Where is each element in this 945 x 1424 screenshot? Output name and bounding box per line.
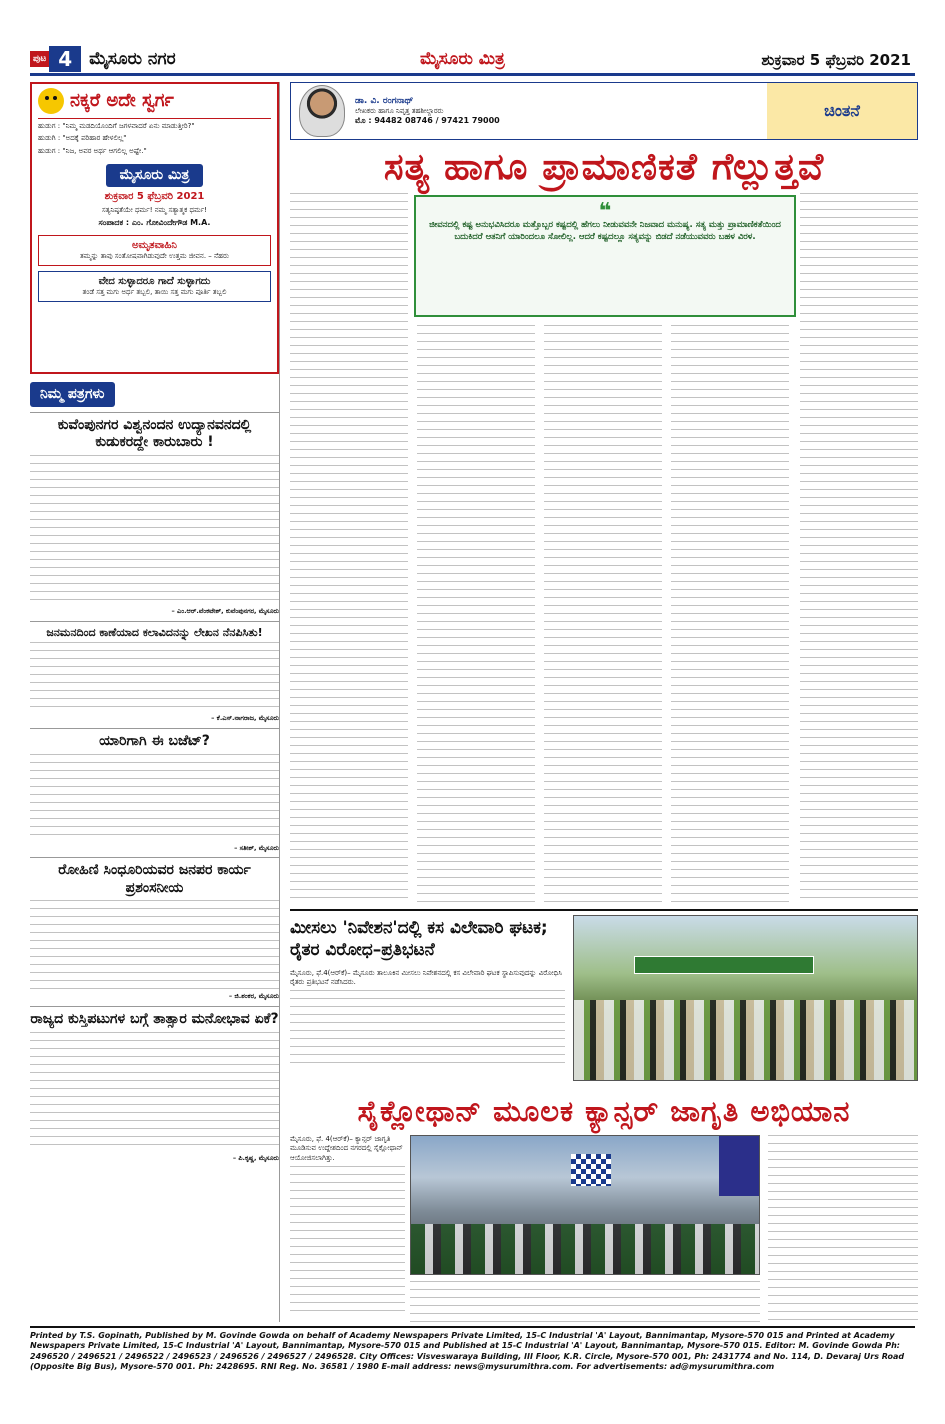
letter-title: ಕುವೆಂಪುನಗರ ವಿಶ್ವನಂದನ ಉದ್ಯಾನವನದಲ್ಲಿ ಕುಡುಕರದ್ದೇ ಕಾರುಬಾರು ! [57,416,252,451]
news-body [290,1135,405,1325]
news-text [290,1166,405,1316]
paper-title: ಮೈಸೂರು ಮಿತ್ರ [420,49,505,69]
logo-note: ಸತ್ಯನಿಷ್ಠತೆಯೇ ಧರ್ಮ! ನಮ್ಮ ಸತ್ಯಾತ್ಮಕ ಧರ್ಮ! [101,205,208,214]
page-number-box [30,46,176,72]
left-column [30,82,280,1322]
editor-line: ಸಂಪಾದಕ : ಎಂ. ಗೋವಿಂದೇಗೌಡ M.A. [98,218,211,228]
news-text [290,990,565,1070]
humor-header [38,88,271,119]
news-story-cyclothon [290,1135,918,1325]
main-column [290,82,918,1322]
letters-header: ನಿಮ್ಮ ಪತ್ರಗಳು [30,382,115,407]
column-tag: ಚಿಂತನೆ [767,83,917,139]
article-text-column [671,325,789,903]
news-headline: ಮೀಸಲು 'ನಿವೇಶನ'ದಲ್ಲಿ ಕಸ ವಿಲೇವಾರಿ ಘಟಕ; ರೈತರ ವಿರೋಧ–ಪ್ರತಿಭಟನೆ [290,917,548,960]
letter-body [30,455,279,605]
letter-body [30,642,279,712]
author-name: ಡಾ. ವಿ. ರಂಗನಾಥ್ [355,95,414,106]
article-text-column [544,325,662,903]
columnist-header [290,82,918,140]
letter-signature: – ಜಿ.ಶಂಕರ, ಮೈಸೂರು [228,992,279,1001]
author-photo [299,85,345,137]
protest-banner [634,956,814,974]
event-signboard [719,1136,759,1196]
letter-title: ಯಾರಿಗಾಗಿ ಈ ಬಜೆಟ್? [99,733,210,750]
pull-quote-box [414,195,796,317]
joke-line: ಹುಡುಗ : "ನಿಮ್ಮ ಮಡದಿಯೊಂದಿಗೆ ಜಗಳವಾದರೆ ಏನು ಮಾಡುತ್ತೀರಿ?" [38,122,195,130]
letter-signature: – ಕೆ.ಎಸ್.ನಾಗರಾಜ, ಮೈಸೂರು [211,714,279,723]
section-title: ಮೈಸೂರು ನಗರ [89,48,176,69]
humor-title: ನಕ್ಕರೆ ಅದೇ ಸ್ವರ್ಗ [70,89,174,111]
letter-title: ಜನಮನದಿಂದ ಕಾಣೆಯಾದ ಕಲಾವಿದನನ್ನು ಲೇಖನ ನೆನಪಿಸಿತು! [46,625,263,639]
article-text-column [800,193,918,903]
letter-item [30,857,279,1001]
letter-signature: – ಪಿ.ಕೃಷ್ಣ, ಮೈಸೂರು [232,1153,279,1162]
news-lead: ಮೈಸೂರು, ಫೆ.4(ಆರ್‌ಕೆ)– ಮೈಸೂರು ತಾಲೂಕಿನ ಮೀಸಲು ನಿವೇಶನದಲ್ಲಿ ಕಸ ವಿಲೇವಾರಿ ಘಟಕ ಸ್ಥಾಪಿಸುವುದನ್ನು ವಿರೋಧಿಸಿ ರೈತರು ಪ್ರತಿಭಟನೆ ನಡೆಸಿದರು. [290,968,562,986]
proverb-title: ವೇದ ಸುಳ್ಳಾದರೂ ಗಾದೆ ಸುಳ್ಳಾಗದು [98,275,211,287]
humor-box [30,82,279,374]
news-lead: ಮೈಸೂರು, ಫೆ. 4(ಆರ್‌ಕೆ)– ಕ್ಯಾನ್ಸರ್ ಜಾಗೃತಿ ಮೂಡಿಸುವ ಉದ್ದೇಶದಿಂದ ನಗರದಲ್ಲಿ ಸೈಕ್ಲೋಥಾನ್ ಆಯೋಜಿಸಲಾಗಿತ್ತು. [290,1134,403,1162]
paper-logo: ಮೈಸೂರು ಮಿತ್ರ [106,164,204,187]
article-body [290,193,918,903]
letter-body [30,900,279,990]
letter-item [30,728,279,852]
amrita-text: ತಮ್ಮನ್ನು ತಾವು ಸಂತೋಷವಾಗಿಡುವುದೇ ಉತ್ತಮ ಜೀವನ. – ನೆಹರು [80,252,229,261]
print-line: Printed by T.S. Gopinath, Published by M. Govinde Gowda on behalf of Academy Newspapers Private Limited, 15-C Industrial 'A' Layout, Bannimantap, Mysore-570 015 and Printed at Academy Newspapers Private Limited, 15-C Industrial 'A' Layout, Bannimantap, Mysore-570 015 and Published at 15-C Industrial 'A' Layout, Bannimantap, Mysore-570 015. Editor: M. Govinde Gowda Ph: 2496520 / 2496521 / 2496522 / 2496523 / 2496526 / 2496527 / 2496528. City Offices: Visveswaraya Building, III Floor, K.R. Circle, Mysore-570 001, Ph: 2431774 and No. 114, D. Devaraj Urs Road (Opposite Big Bus), Mysore-570 001. Ph: 2428695. RNI Reg. No. 36581 / 1980 E-mail address: news@mysurumithra.com. For advertisements: ad@mysurumithra.com [30,1326,915,1373]
pull-quote-text: ಜೀವನದಲ್ಲಿ ಕಷ್ಟ ಅನುಭವಿಸಿದರೂ ಮತ್ತೊಬ್ಬರ ಕಷ್ಟದಲ್ಲಿ ಹೆಗಲು ನೀಡುವವನೇ ನಿಜವಾದ ಮನುಷ್ಯ. ಸತ್ಯ ಮತ್ತು ಪ್ರಾಮಾಣಿಕತೆಯಿಂದ ಬದುಕಿದರೆ ಆತನಿಗೆ ಯಾರಿಂದಲೂ ಸೋಲಿಲ್ಲ. ಆದರೆ ಕಷ್ಟದಲ್ಲೂ ಸತ್ಯವನ್ನು ಬಿಡದೆ ನಡೆಯುವವರು ಬಹಳ ವಿರಳ. [429,220,781,242]
letter-signature: – ಸತೀಶ್, ಮೈಸೂರು [234,843,279,852]
protest-photo [573,915,918,1081]
quote-mark-icon: ❝ [598,198,612,224]
page-number: 4 [49,46,81,72]
article-text-column [417,325,535,903]
letter-title: ರಾಜ್ಯದ ಕುಸ್ತಿಪಟುಗಳ ಬಗ್ಗೆ ತಾತ್ಸಾರ ಮನೋಭಾವ ಏಕೆ? [30,1011,279,1028]
author-role: ಲೇಖಕರು ಹಾಗೂ ನಿವೃತ್ತ ತಹಶೀಲ್ದಾರರು [355,106,444,115]
amrita-box [38,235,271,266]
news-story-protest [290,909,918,1084]
cyclothon-photo [410,1135,760,1275]
news-text [768,1135,918,1325]
proverb-text: ತಂಡೆ ಸತ್ತ ಮಗು ಅರ್ಧ ತಬ್ಬಲಿ, ತಾಯಿ ಸತ್ತ ಮಗು ಪೂರ್ತಿ ತಬ್ಬಲಿ [82,288,227,297]
news-headline-cyclothon: ಸೈಕ್ಲೋಥಾನ್ ಮೂಲಕ ಕ್ಯಾನ್ಸರ್ ಜಾಗೃತಿ ಅಭಿಯಾನ [357,1093,851,1128]
logo-date: ಶುಕ್ರವಾರ 5 ಫೆಬ್ರವರಿ 2021 [104,191,205,203]
letter-item [30,621,279,724]
joke-line: ಹುಡುಗ : "ನಿಜ, ಅವರ ಅರ್ಥ ಆಗಲಿಲ್ಲ ಅಷ್ಟೇ." [38,146,147,155]
author-phone: ಮೊ : 94482 08746 / 97421 79000 [355,116,500,126]
author-info [355,95,500,127]
news-body [290,969,565,1079]
bicycles-row [411,1224,759,1274]
joke-line: ಹುಡುಗಿ : "ಅದಕ್ಕೆ ಪರಿಹಾರ ಹೇಳಲಿಲ್ಲ" [38,134,127,143]
letter-signature: – ಎಂ.ಆರ್.ವೆಂಕಟೇಶ್, ಕುವೆಂಪುನಗರ, ಮೈಸೂರು [171,606,279,615]
crowd-area [574,1000,917,1080]
letter-item [30,412,279,616]
proverb-box [38,271,271,302]
letter-body [30,754,279,842]
letter-item [30,1006,279,1162]
letter-title: ರೋಹಿಣಿ ಸಿಂಧೂರಿಯವರ ಜನಪರ ಕಾರ್ಯ ಪ್ರಶಂಸನೀಯ [58,862,251,896]
letter-body [30,1032,279,1152]
smiley-icon [38,88,64,114]
amrita-title: ಅಮೃತವಾಹಿನಿ [132,239,177,251]
paper-logo-block [38,164,271,229]
issue-date: ಶುಕ್ರವಾರ 5 ಫೆಬ್ರವರಿ 2021 [761,51,911,69]
masthead [30,44,915,76]
page-label: ಪುಟ [30,51,49,67]
checkered-flag [571,1154,611,1186]
article-text-column [290,193,408,903]
news-text [410,1281,760,1323]
article-headline: ಸತ್ಯ ಹಾಗೂ ಪ್ರಾಮಾಣಿಕತೆ ಗೆಲ್ಲುತ್ತವೆ [383,145,825,188]
